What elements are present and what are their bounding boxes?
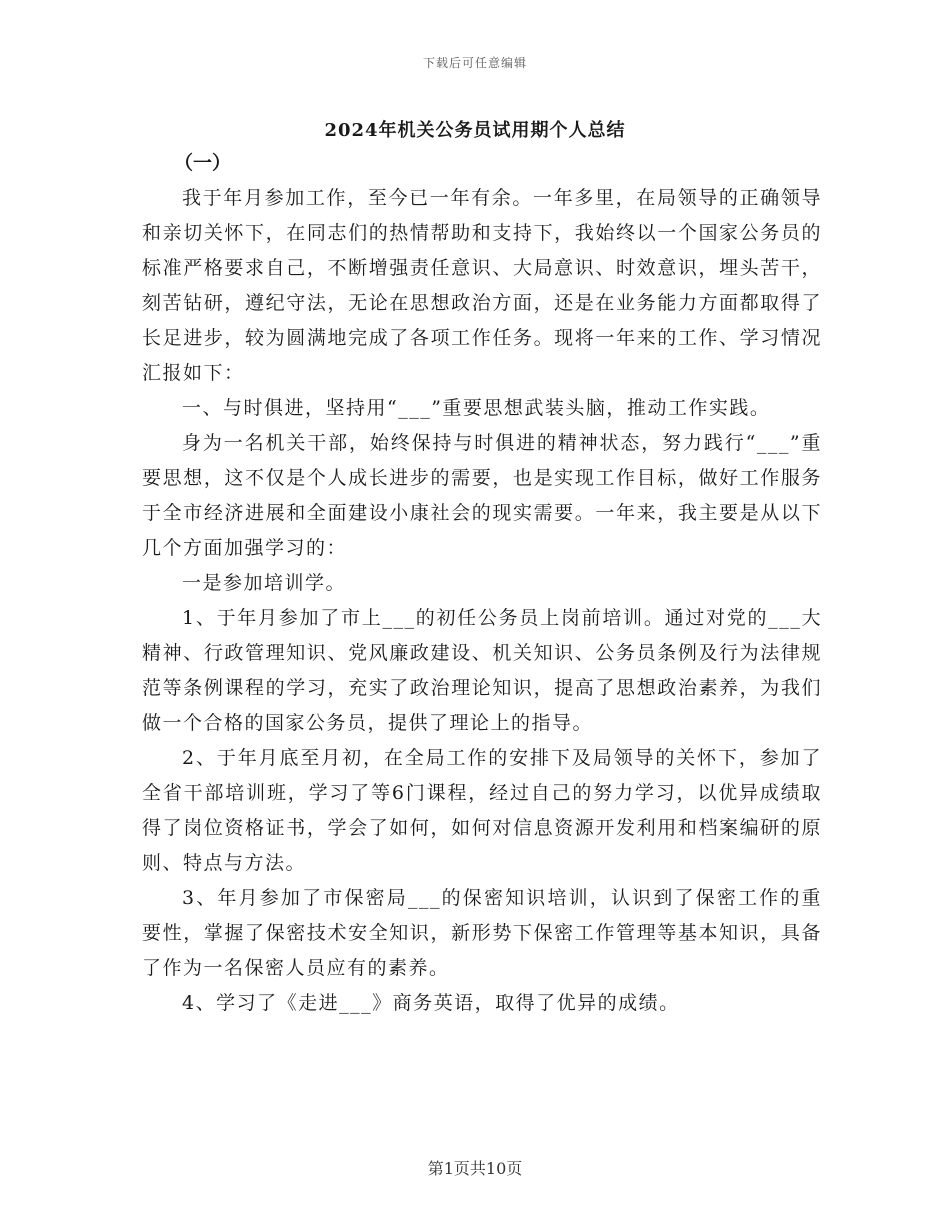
header-note: 下载后可任意编辑	[422, 56, 527, 70]
document-title: 2024年机关公务员试用期个人总结	[324, 120, 626, 141]
paragraph-subheading: 一是参加培训学。	[182, 572, 347, 594]
page-footer: 第1页共10页	[427, 1159, 523, 1178]
paragraph-intro: 我于年月参加工作，至今已一年有余。一年多里，在局领导的正确领导和亲切关怀下，在同志们的热情帮助和支持下，我始终以一个国家公务员的标准严格要求自己，不断增强责任意识、大局意识、时效意识，埋头苦干，刻苦钻研，遵纪守法，无论在思想政治方面，还是在业务能力方面都取得了长足进步，较为圆满地完成了各项工作任务。现将一年来的工作、学习情况汇报如下：	[142, 187, 822, 384]
paragraph-item-4: 4、学习了《走进___》商务英语，取得了优异的成绩。	[182, 992, 680, 1014]
document-body	[142, 146, 822, 1021]
paragraph-heading-1: 一、与时俱进，坚持用“___”重要思想武装头脑，推动工作实践。	[182, 397, 771, 419]
paragraph-item-2: 2、于年月底至月初，在全局工作的安排下及局领导的关怀下，参加了全省干部培训班，学习了等6门课程，经过自己的努力学习，以优异成绩取得了岗位资格证书，学会了如何，如何对信息资源开发利用和档案编研的原则、特点与方法。	[142, 747, 822, 874]
paragraph-body-1: 身为一名机关干部，始终保持与时俱进的精神状态，努力践行“___”重要思想，这不仅是个人成长进步的需要，也是实现工作目标，做好工作服务于全市经济进展和全面建设小康社会的现实需要。一年来，我主要是从以下几个方面加强学习的：	[142, 432, 822, 559]
section-label: （一）	[174, 152, 232, 174]
paragraph-item-3: 3、年月参加了市保密局___的保密知识培训，认识到了保密工作的重要性，掌握了保密技术安全知识，新形势下保密工作管理等基本知识，具备了作为一名保密人员应有的素养。	[142, 887, 822, 979]
paragraph-item-1: 1、于年月参加了市上___的初任公务员上岗前培训。通过对党的___大精神、行政管理知识、党风廉政建设、机关知识、公务员条例及行为法律规范等条例课程的学习，充实了政治理论知识，提高了思想政治素养，为我们做一个合格的国家公务员，提供了理论上的指导。	[142, 607, 822, 734]
